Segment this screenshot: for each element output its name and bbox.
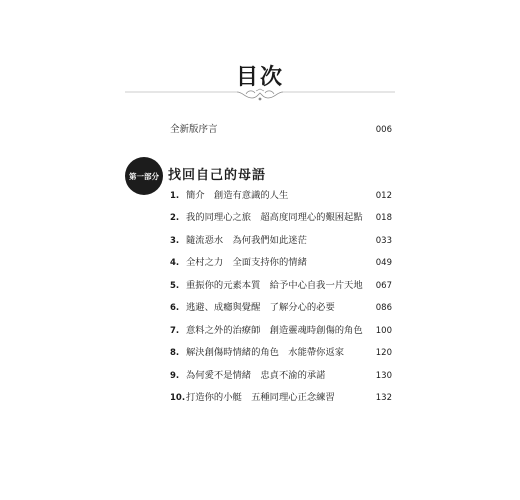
chapter-page-number: 067 <box>375 281 392 291</box>
preface-label: 全新版序言 <box>170 124 218 135</box>
toc-row[interactable] <box>170 211 392 225</box>
chapter-page-number: 086 <box>375 303 392 313</box>
chapter-page-number: 100 <box>375 326 392 336</box>
chapter-number: 3. <box>170 236 180 246</box>
toc-row[interactable] <box>170 256 392 270</box>
chapter-title: 重振你的元素本質 給予中心自我一片天地 <box>186 280 363 291</box>
part-title: 找回自己的母語 <box>168 168 267 183</box>
toc-row[interactable] <box>170 189 392 203</box>
chapter-number: 7. <box>170 326 180 336</box>
chapter-title: 隨流惡水 為何我們如此迷茫 <box>186 235 307 246</box>
part-badge: 第一部分 <box>125 157 163 195</box>
chapter-title: 打造你的小艇 五種同理心正念練習 <box>186 392 335 403</box>
toc-row[interactable] <box>170 346 392 360</box>
chapter-page-number: 033 <box>375 236 392 246</box>
chapter-page-number: 018 <box>375 213 392 223</box>
chapter-title: 為何愛不是情緒 忠貞不渝的承諾 <box>186 370 326 381</box>
chapter-title: 全村之力 全面支持你的情緒 <box>186 257 307 268</box>
chapter-number: 8. <box>170 348 180 358</box>
chapter-title: 意料之外的治療師 創造靈魂時創傷的角色 <box>186 325 363 336</box>
toc-row[interactable] <box>170 234 392 248</box>
chapter-number: 5. <box>170 281 180 291</box>
chapter-number: 4. <box>170 258 180 268</box>
toc-row[interactable] <box>170 391 392 405</box>
chapter-page-number: 120 <box>375 348 392 358</box>
chapter-page-number: 130 <box>375 371 392 381</box>
preface-page-number: 006 <box>375 125 392 135</box>
chapter-number: 9. <box>170 371 180 381</box>
chapter-title: 簡介 創造有意識的人生 <box>186 190 289 201</box>
chapter-page-number: 132 <box>375 393 392 403</box>
page-title: 目次 <box>235 65 284 90</box>
toc-row[interactable] <box>170 369 392 383</box>
chapter-number: 2. <box>170 213 180 223</box>
decorative-divider <box>125 88 395 102</box>
toc-row[interactable] <box>170 301 392 315</box>
chapter-page-number: 049 <box>375 258 392 268</box>
chapter-title: 逃避、成癮與覺醒 了解分心的必要 <box>186 302 335 313</box>
chapter-number: 10. <box>170 393 186 403</box>
toc-preface-row[interactable] <box>170 123 392 137</box>
chapter-number: 6. <box>170 303 180 313</box>
toc-row[interactable] <box>170 279 392 293</box>
chapter-page-number: 012 <box>375 191 392 201</box>
chapter-number: 1. <box>170 191 180 201</box>
toc-row[interactable] <box>170 324 392 338</box>
chapter-title: 我的同理心之旅 超高度同理心的艱困起點 <box>186 212 363 223</box>
chapter-title: 解決創傷時情緒的角色 水能帶你返家 <box>186 347 345 358</box>
